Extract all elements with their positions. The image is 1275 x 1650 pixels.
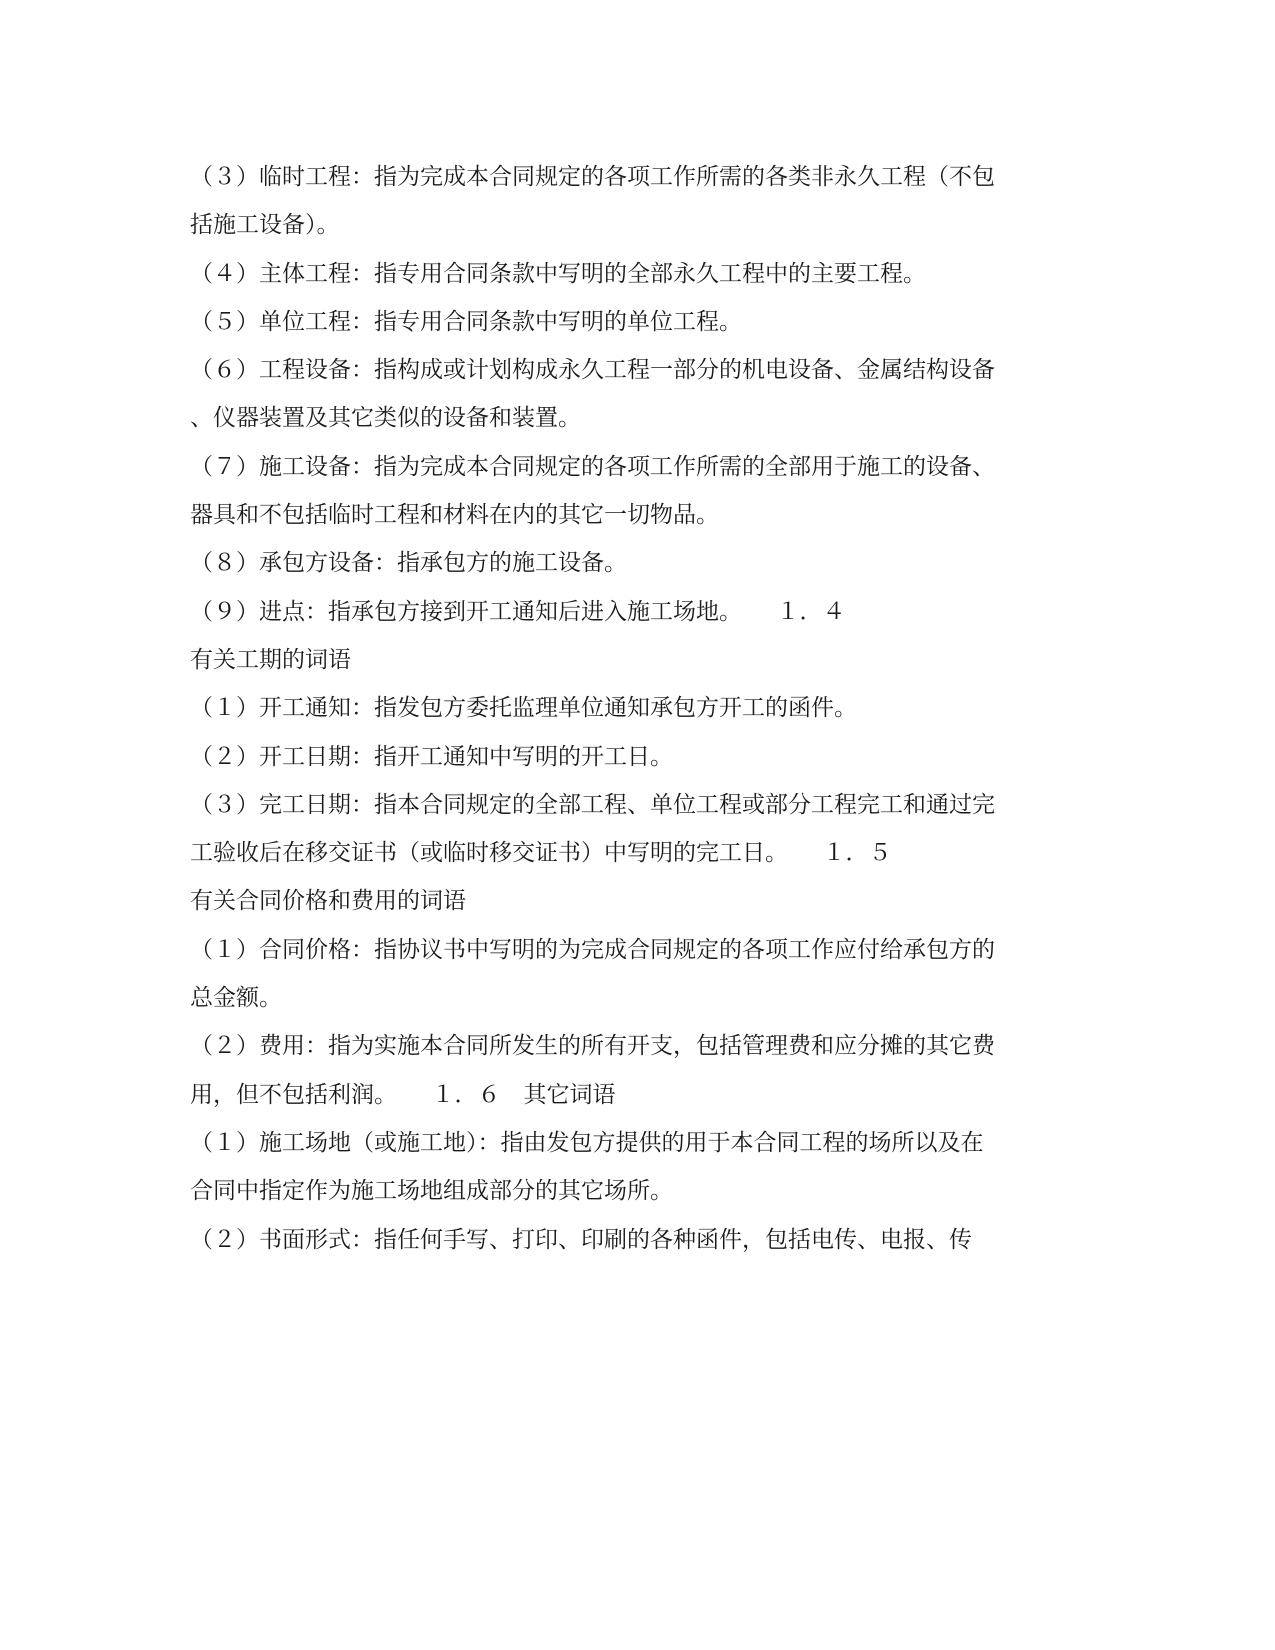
text-line: （１）合同价格：指协议书中写明的为完成合同规定的各项工作应付给承包方的: [190, 936, 995, 963]
text-line: （７）施工设备：指为完成本合同规定的各项工作所需的全部用于施工的设备、: [190, 453, 995, 480]
section-heading: 有关合同价格和费用的词语: [190, 888, 466, 915]
text-line: （４）主体工程：指专用合同条款中写明的全部永久工程中的主要工程。: [190, 260, 926, 287]
text-line: （２）书面形式：指任何手写、打印、印刷的各种函件，包括电传、电报、传: [190, 1226, 972, 1253]
section-heading: 有关工期的词语: [190, 646, 351, 673]
text-line: （１）开工通知：指发包方委托监理单位通知承包方开工的函件。: [190, 695, 857, 722]
text-line: （２）费用：指为实施本合同所发生的所有开支，包括管理费和应分摊的其它费: [190, 1033, 995, 1060]
text-line: 合同中指定作为施工场地组成部分的其它场所。: [190, 1178, 673, 1205]
text-line: （２）开工日期：指开工通知中写明的开工日。: [190, 743, 673, 770]
text-line: （１）施工场地（或施工地）：指由发包方提供的用于本合同工程的场所以及在: [190, 1129, 984, 1156]
text-line: （３）完工日期：指本合同规定的全部工程、单位工程或部分工程完工和通过完: [190, 791, 995, 818]
text-line: 、仪器装置及其它类似的设备和装置。: [190, 405, 581, 432]
text-line: （９）进点：指承包方接到开工通知后进入施工场地。 １．４: [190, 598, 846, 625]
text-line: （３）临时工程：指为完成本合同规定的各项工作所需的各类非永久工程（不包: [190, 164, 995, 190]
document-body: [190, 153, 1070, 1264]
text-line: （６）工程设备：指构成或计划构成永久工程一部分的机电设备、金属结构设备: [190, 357, 995, 384]
text-line: 器具和不包括临时工程和材料在内的其它一切物品。: [190, 502, 719, 529]
text-line: （５）单位工程：指专用合同条款中写明的单位工程。: [190, 308, 742, 335]
text-line: 总金额。: [190, 985, 282, 1012]
text-line: 用，但不包括利润。 １．６ 其它词语: [190, 1081, 616, 1108]
text-line: 括施工设备）。: [190, 212, 340, 239]
text-line: 工验收后在移交证书（或临时移交证书）中写明的完工日。 １．５: [190, 840, 892, 867]
text-line: （８）承包方设备：指承包方的施工设备。: [190, 550, 627, 577]
